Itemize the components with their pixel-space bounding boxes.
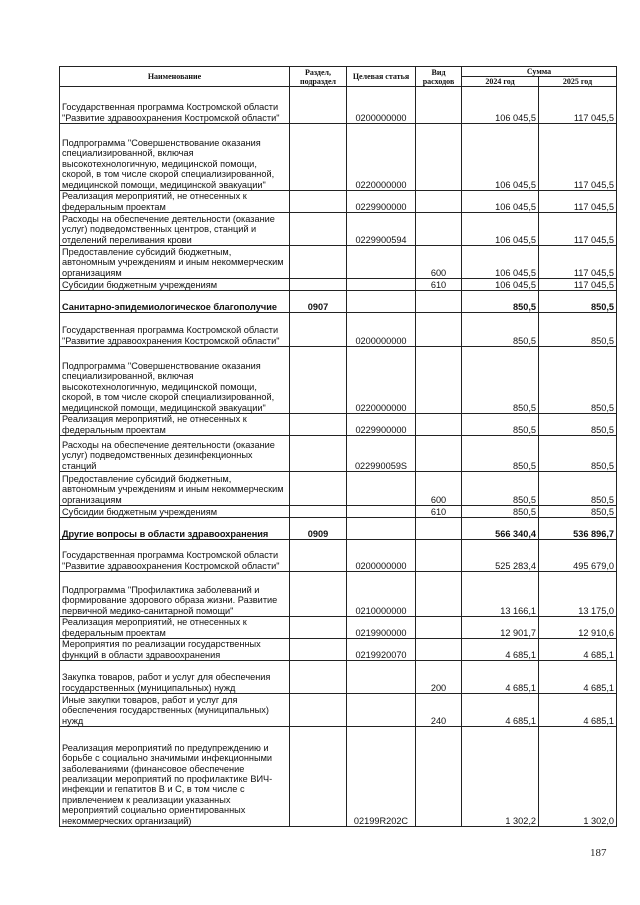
cell-sum-2025: 850,5 xyxy=(539,506,617,518)
table-row xyxy=(60,436,617,472)
cell-article xyxy=(347,506,416,518)
table-row xyxy=(60,572,617,617)
cell-expense-type xyxy=(416,313,462,347)
cell-expense-type: 600 xyxy=(416,246,462,279)
header-name: Наименование xyxy=(60,67,290,87)
cell-sum-2024: 850,5 xyxy=(462,436,539,472)
cell-expense-type: 600 xyxy=(416,472,462,506)
table-row xyxy=(60,617,617,639)
cell-name: Реализация мероприятий, не отнесенных к федеральным проектам xyxy=(60,617,290,639)
header-sum: Сумма xyxy=(462,67,617,77)
cell-expense-type xyxy=(416,436,462,472)
cell-section xyxy=(290,87,347,124)
cell-name: Предоставление субсидий бюджетным, автономным учреждениям и иным некоммерческим организациям xyxy=(60,246,290,279)
cell-sum-2024: 1 302,2 xyxy=(462,727,539,827)
cell-expense-type xyxy=(416,518,462,540)
cell-sum-2024: 850,5 xyxy=(462,347,539,414)
cell-sum-2025: 12 910,6 xyxy=(539,617,617,639)
cell-name: Расходы на обеспечение деятельности (оказание услуг) подведомственных дезинфекционных станций xyxy=(60,436,290,472)
cell-expense-type xyxy=(416,347,462,414)
cell-sum-2025: 850,5 xyxy=(539,347,617,414)
cell-article xyxy=(347,291,416,313)
cell-article xyxy=(347,279,416,291)
cell-name: Подпрограмма "Совершенствование оказания специализированной, включая высокотехнологичную, медицинской помощи, скорой, в том числе скорой специализированной, медицинской помощи, медицинской эвакуации" xyxy=(60,347,290,414)
cell-sum-2024: 850,5 xyxy=(462,313,539,347)
cell-section xyxy=(290,191,347,213)
header-article: Целевая статья xyxy=(347,67,416,87)
table-row xyxy=(60,414,617,436)
cell-name: Реализация мероприятий, не отнесенных к федеральным проектам xyxy=(60,414,290,436)
cell-name: Государственная программа Костромской области "Развитие здравоохранения Костромской области" xyxy=(60,313,290,347)
cell-sum-2024: 106 045,5 xyxy=(462,191,539,213)
table-row xyxy=(60,87,617,124)
table-row xyxy=(60,694,617,727)
cell-sum-2025: 117 045,5 xyxy=(539,191,617,213)
cell-section xyxy=(290,347,347,414)
cell-sum-2025: 117 045,5 xyxy=(539,213,617,246)
cell-article: 0200000000 xyxy=(347,87,416,124)
cell-article xyxy=(347,246,416,279)
cell-sum-2024: 106 045,5 xyxy=(462,246,539,279)
cell-section xyxy=(290,213,347,246)
cell-name: Расходы на обеспечение деятельности (оказание услуг) подведомственных центров, станций и отделений переливания крови xyxy=(60,213,290,246)
cell-name: Санитарно-эпидемиологическое благополучие xyxy=(60,291,290,313)
cell-name: Субсидии бюджетным учреждениям xyxy=(60,279,290,291)
cell-sum-2025: 117 045,5 xyxy=(539,87,617,124)
cell-sum-2025: 4 685,1 xyxy=(539,639,617,661)
cell-section xyxy=(290,279,347,291)
cell-name: Субсидии бюджетным учреждениям xyxy=(60,506,290,518)
cell-article: 0229900000 xyxy=(347,191,416,213)
cell-sum-2025: 117 045,5 xyxy=(539,279,617,291)
cell-sum-2025: 850,5 xyxy=(539,436,617,472)
cell-sum-2024: 525 283,4 xyxy=(462,540,539,572)
cell-sum-2025: 850,5 xyxy=(539,472,617,506)
cell-section xyxy=(290,661,347,694)
cell-sum-2024: 106 045,5 xyxy=(462,87,539,124)
cell-sum-2024: 4 685,1 xyxy=(462,694,539,727)
cell-name: Государственная программа Костромской области "Развитие здравоохранения Костромской области" xyxy=(60,540,290,572)
cell-expense-type xyxy=(416,727,462,827)
cell-article: 0229900000 xyxy=(347,414,416,436)
cell-sum-2024: 850,5 xyxy=(462,414,539,436)
table-row xyxy=(60,639,617,661)
cell-sum-2024: 12 901,7 xyxy=(462,617,539,639)
cell-section xyxy=(290,617,347,639)
page-number: 187 xyxy=(590,847,607,859)
cell-section xyxy=(290,246,347,279)
table-row xyxy=(60,191,617,213)
cell-sum-2025: 117 045,5 xyxy=(539,124,617,191)
cell-name: Подпрограмма "Профилактика заболеваний и формирование здорового образа жизни. Развитие первичной медико-санитарной помощи" xyxy=(60,572,290,617)
cell-name: Предоставление субсидий бюджетным, автономным учреждениям и иным некоммерческим организациям xyxy=(60,472,290,506)
cell-article xyxy=(347,472,416,506)
cell-name: Закупка товаров, работ и услуг для обеспечения государственных (муниципальных) нужд xyxy=(60,661,290,694)
cell-expense-type xyxy=(416,191,462,213)
table-row xyxy=(60,661,617,694)
cell-sum-2024: 850,5 xyxy=(462,472,539,506)
header-expense-type: Вид расходов xyxy=(416,67,462,87)
cell-section xyxy=(290,639,347,661)
budget-table xyxy=(59,66,617,827)
cell-sum-2025: 536 896,7 xyxy=(539,518,617,540)
cell-expense-type: 240 xyxy=(416,694,462,727)
cell-expense-type xyxy=(416,639,462,661)
cell-expense-type xyxy=(416,124,462,191)
cell-article: 02199R202C xyxy=(347,727,416,827)
cell-expense-type: 200 xyxy=(416,661,462,694)
cell-sum-2025: 850,5 xyxy=(539,313,617,347)
table-row xyxy=(60,279,617,291)
cell-article: 022990059S xyxy=(347,436,416,472)
cell-sum-2024: 850,5 xyxy=(462,506,539,518)
table-row xyxy=(60,124,617,191)
cell-article xyxy=(347,694,416,727)
cell-sum-2025: 1 302,0 xyxy=(539,727,617,827)
cell-expense-type xyxy=(416,87,462,124)
cell-section xyxy=(290,313,347,347)
cell-article xyxy=(347,661,416,694)
cell-name: Подпрограмма "Совершенствование оказания специализированной, включая высокотехнологичную, медицинской помощи, скорой, в том числе скорой специализированной, медицинской помощи, медицинской эвакуации" xyxy=(60,124,290,191)
header-year-2025: 2025 год xyxy=(539,77,617,87)
cell-sum-2025: 13 175,0 xyxy=(539,572,617,617)
cell-expense-type: 610 xyxy=(416,279,462,291)
table-row xyxy=(60,540,617,572)
cell-sum-2025: 4 685,1 xyxy=(539,661,617,694)
cell-sum-2024: 106 045,5 xyxy=(462,124,539,191)
table-body xyxy=(60,87,617,827)
cell-sum-2024: 850,5 xyxy=(462,291,539,313)
table-row xyxy=(60,347,617,414)
cell-section: 0907 xyxy=(290,291,347,313)
cell-section xyxy=(290,436,347,472)
cell-section xyxy=(290,572,347,617)
cell-name: Другие вопросы в области здравоохранения xyxy=(60,518,290,540)
table-row xyxy=(60,213,617,246)
cell-article: 0200000000 xyxy=(347,313,416,347)
table-row xyxy=(60,518,617,540)
cell-section xyxy=(290,727,347,827)
cell-section xyxy=(290,540,347,572)
table-row xyxy=(60,313,617,347)
cell-article: 0219920070 xyxy=(347,639,416,661)
cell-name: Реализация мероприятий, не отнесенных к федеральным проектам xyxy=(60,191,290,213)
table-row xyxy=(60,472,617,506)
cell-sum-2025: 850,5 xyxy=(539,414,617,436)
cell-article: 0200000000 xyxy=(347,540,416,572)
cell-expense-type: 610 xyxy=(416,506,462,518)
cell-name: Государственная программа Костромской области "Развитие здравоохранения Костромской области" xyxy=(60,87,290,124)
cell-name: Мероприятия по реализации государственных функций в области здравоохранения xyxy=(60,639,290,661)
cell-expense-type xyxy=(416,414,462,436)
cell-expense-type xyxy=(416,291,462,313)
cell-sum-2025: 4 685,1 xyxy=(539,694,617,727)
table-row xyxy=(60,506,617,518)
cell-section xyxy=(290,124,347,191)
cell-sum-2025: 495 679,0 xyxy=(539,540,617,572)
cell-section xyxy=(290,414,347,436)
cell-expense-type xyxy=(416,213,462,246)
cell-expense-type xyxy=(416,572,462,617)
cell-sum-2024: 566 340,4 xyxy=(462,518,539,540)
cell-sum-2024: 106 045,5 xyxy=(462,213,539,246)
cell-sum-2025: 117 045,5 xyxy=(539,246,617,279)
cell-article: 0229900594 xyxy=(347,213,416,246)
cell-sum-2024: 4 685,1 xyxy=(462,661,539,694)
cell-section xyxy=(290,472,347,506)
header-year-2024: 2024 год xyxy=(462,77,539,87)
cell-article xyxy=(347,518,416,540)
cell-expense-type xyxy=(416,540,462,572)
cell-section xyxy=(290,694,347,727)
table-row xyxy=(60,291,617,313)
cell-section: 0909 xyxy=(290,518,347,540)
table-row xyxy=(60,246,617,279)
cell-article: 0220000000 xyxy=(347,347,416,414)
cell-sum-2024: 106 045,5 xyxy=(462,279,539,291)
cell-article: 0219900000 xyxy=(347,617,416,639)
cell-article: 0220000000 xyxy=(347,124,416,191)
table-row xyxy=(60,727,617,827)
cell-name: Иные закупки товаров, работ и услуг для обеспечения государственных (муниципальных) нужд xyxy=(60,694,290,727)
cell-section xyxy=(290,506,347,518)
cell-sum-2024: 13 166,1 xyxy=(462,572,539,617)
cell-name: Реализация мероприятий по предупреждению и борьбе с социально значимыми инфекционными заболеваниями (финансовое обеспечение реализации мероприятий по профилактике ВИЧ- инфекции и гепатитов В и С, в том числе с привлечением к реализации указанных мероприятий социально ориентированных некоммерческих организаций) xyxy=(60,727,290,827)
cell-article: 0210000000 xyxy=(347,572,416,617)
cell-sum-2024: 4 685,1 xyxy=(462,639,539,661)
cell-expense-type xyxy=(416,617,462,639)
header-section: Раздел, подраздел xyxy=(290,67,347,87)
cell-sum-2025: 850,5 xyxy=(539,291,617,313)
